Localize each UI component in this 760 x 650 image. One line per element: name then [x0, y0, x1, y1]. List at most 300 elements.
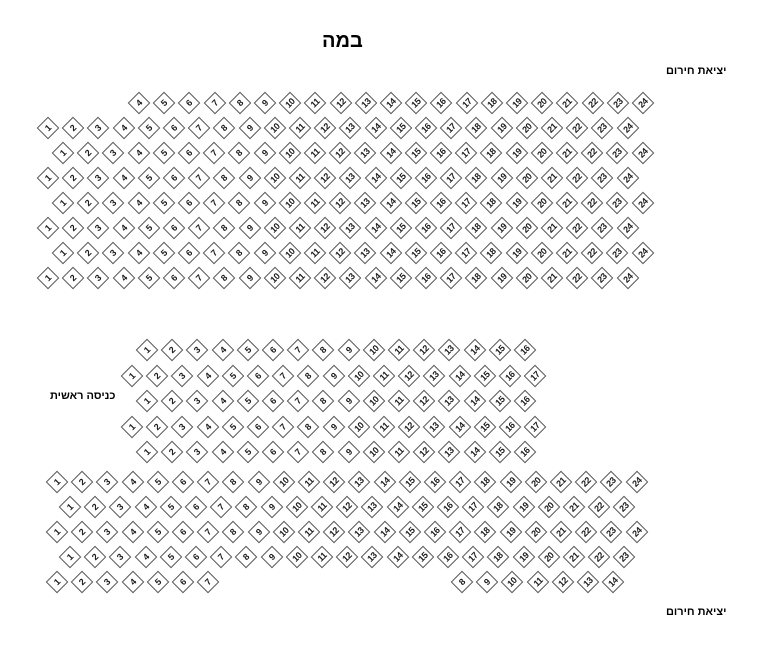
seat-front[interactable]	[87, 267, 110, 290]
seat-rear[interactable]	[311, 546, 334, 569]
seat-front[interactable]	[153, 92, 176, 115]
seat-front[interactable]	[102, 242, 125, 265]
seat-middle[interactable]	[413, 390, 436, 413]
seat-rear[interactable]	[298, 471, 321, 494]
seat-rear[interactable]	[361, 546, 384, 569]
seat-rear[interactable]	[361, 496, 384, 519]
seat-front[interactable]	[616, 117, 639, 140]
seat-middle[interactable]	[413, 441, 436, 464]
seat-front[interactable]	[455, 92, 478, 115]
seat-rear[interactable]	[260, 546, 283, 569]
seat-rear[interactable]	[336, 496, 359, 519]
seat-front[interactable]	[314, 167, 337, 190]
seat-front[interactable]	[112, 167, 135, 190]
seat-rear[interactable]	[146, 471, 169, 494]
seat-rear[interactable]	[537, 496, 560, 519]
seat-rear[interactable]	[348, 521, 371, 544]
seat-front[interactable]	[37, 267, 60, 290]
seat-rear[interactable]	[247, 521, 270, 544]
seat-middle[interactable]	[524, 416, 547, 439]
seat-front[interactable]	[465, 167, 488, 190]
seat-middle[interactable]	[297, 416, 320, 439]
seat-middle[interactable]	[373, 416, 396, 439]
seat-rear[interactable]	[550, 471, 573, 494]
seat-front[interactable]	[591, 167, 614, 190]
seat-rear[interactable]	[625, 521, 648, 544]
seat-front[interactable]	[228, 142, 251, 165]
seat-middle[interactable]	[362, 390, 385, 413]
seat-rear[interactable]	[121, 471, 144, 494]
seat-front[interactable]	[152, 242, 175, 265]
seat-rear[interactable]	[336, 546, 359, 569]
seat-rear[interactable]	[613, 546, 636, 569]
seat-middle[interactable]	[388, 390, 411, 413]
seat-front[interactable]	[631, 142, 654, 165]
seat-middle[interactable]	[236, 441, 259, 464]
seat-front[interactable]	[278, 242, 301, 265]
seat-front[interactable]	[480, 192, 503, 215]
seat-front[interactable]	[238, 217, 261, 240]
seat-front[interactable]	[213, 217, 236, 240]
seat-front[interactable]	[203, 92, 226, 115]
seat-front[interactable]	[440, 117, 463, 140]
seat-front[interactable]	[289, 167, 312, 190]
seat-middle[interactable]	[524, 365, 547, 388]
seat-front[interactable]	[163, 267, 186, 290]
seat-front[interactable]	[556, 192, 579, 215]
seat-front[interactable]	[213, 167, 236, 190]
seat-rear[interactable]	[71, 471, 94, 494]
seat-front[interactable]	[490, 267, 513, 290]
seat-front[interactable]	[465, 217, 488, 240]
seat-rear[interactable]	[59, 546, 82, 569]
seat-front[interactable]	[379, 242, 402, 265]
seat-front[interactable]	[506, 92, 529, 115]
seat-front[interactable]	[253, 192, 276, 215]
seat-rear[interactable]	[159, 546, 182, 569]
seat-front[interactable]	[112, 217, 135, 240]
seat-middle[interactable]	[514, 390, 537, 413]
seat-rear[interactable]	[96, 571, 119, 594]
seat-front[interactable]	[329, 242, 352, 265]
seat-front[interactable]	[556, 142, 579, 165]
seat-middle[interactable]	[388, 441, 411, 464]
seat-middle[interactable]	[398, 416, 421, 439]
seat-front[interactable]	[541, 117, 564, 140]
seat-front[interactable]	[77, 242, 100, 265]
seat-front[interactable]	[304, 242, 327, 265]
seat-front[interactable]	[263, 267, 286, 290]
seat-front[interactable]	[278, 142, 301, 165]
seat-rear[interactable]	[247, 471, 270, 494]
seat-front[interactable]	[289, 117, 312, 140]
seat-rear[interactable]	[285, 496, 308, 519]
seat-rear[interactable]	[46, 521, 69, 544]
seat-front[interactable]	[213, 117, 236, 140]
seat-rear[interactable]	[411, 496, 434, 519]
seat-front[interactable]	[137, 167, 160, 190]
seat-front[interactable]	[62, 217, 85, 240]
seat-front[interactable]	[379, 192, 402, 215]
seat-front[interactable]	[556, 242, 579, 265]
seat-rear[interactable]	[146, 521, 169, 544]
seat-rear[interactable]	[59, 496, 82, 519]
seat-middle[interactable]	[322, 365, 345, 388]
seat-front[interactable]	[430, 192, 453, 215]
seat-rear[interactable]	[146, 571, 169, 594]
seat-front[interactable]	[102, 142, 125, 165]
seat-rear[interactable]	[437, 546, 460, 569]
seat-front[interactable]	[415, 117, 438, 140]
seat-rear[interactable]	[96, 521, 119, 544]
seat-rear[interactable]	[575, 471, 598, 494]
seat-middle[interactable]	[186, 339, 209, 362]
seat-rear[interactable]	[600, 471, 623, 494]
seat-rear[interactable]	[71, 571, 94, 594]
seat-middle[interactable]	[388, 339, 411, 362]
seat-rear[interactable]	[474, 521, 497, 544]
seat-rear[interactable]	[109, 496, 132, 519]
seat-front[interactable]	[415, 267, 438, 290]
seat-middle[interactable]	[438, 339, 461, 362]
seat-rear[interactable]	[550, 521, 573, 544]
seat-middle[interactable]	[413, 339, 436, 362]
seat-rear[interactable]	[172, 521, 195, 544]
seat-front[interactable]	[253, 242, 276, 265]
seat-rear[interactable]	[373, 521, 396, 544]
seat-front[interactable]	[606, 142, 629, 165]
seat-front[interactable]	[188, 267, 211, 290]
seat-front[interactable]	[163, 117, 186, 140]
seat-middle[interactable]	[262, 441, 285, 464]
seat-middle[interactable]	[463, 390, 486, 413]
seat-rear[interactable]	[121, 521, 144, 544]
seat-middle[interactable]	[121, 416, 144, 439]
seat-middle[interactable]	[196, 365, 219, 388]
seat-front[interactable]	[566, 117, 589, 140]
seat-front[interactable]	[606, 92, 629, 115]
seat-rear[interactable]	[600, 521, 623, 544]
seat-front[interactable]	[152, 142, 175, 165]
seat-front[interactable]	[228, 92, 251, 115]
seat-front[interactable]	[430, 142, 453, 165]
seat-front[interactable]	[87, 167, 110, 190]
seat-middle[interactable]	[438, 390, 461, 413]
seat-front[interactable]	[137, 217, 160, 240]
seat-middle[interactable]	[146, 365, 169, 388]
seat-front[interactable]	[616, 267, 639, 290]
seat-rear[interactable]	[602, 571, 625, 594]
seat-rear[interactable]	[159, 496, 182, 519]
seat-rear[interactable]	[285, 546, 308, 569]
seat-front[interactable]	[581, 192, 604, 215]
seat-front[interactable]	[87, 217, 110, 240]
seat-front[interactable]	[505, 242, 528, 265]
seat-rear[interactable]	[551, 571, 574, 594]
seat-front[interactable]	[228, 242, 251, 265]
seat-middle[interactable]	[211, 339, 234, 362]
seat-middle[interactable]	[136, 390, 159, 413]
seat-middle[interactable]	[221, 416, 244, 439]
seat-front[interactable]	[339, 217, 362, 240]
seat-rear[interactable]	[185, 496, 208, 519]
seat-front[interactable]	[354, 92, 377, 115]
seat-rear[interactable]	[260, 496, 283, 519]
seat-front[interactable]	[465, 117, 488, 140]
seat-front[interactable]	[515, 267, 538, 290]
seat-front[interactable]	[279, 92, 302, 115]
seat-middle[interactable]	[362, 441, 385, 464]
seat-rear[interactable]	[462, 496, 485, 519]
seat-middle[interactable]	[287, 390, 310, 413]
seat-front[interactable]	[289, 267, 312, 290]
seat-rear[interactable]	[109, 546, 132, 569]
seat-front[interactable]	[490, 217, 513, 240]
seat-middle[interactable]	[438, 441, 461, 464]
seat-rear[interactable]	[474, 471, 497, 494]
seat-middle[interactable]	[262, 339, 285, 362]
seat-rear[interactable]	[121, 571, 144, 594]
seat-middle[interactable]	[161, 339, 184, 362]
seat-rear[interactable]	[451, 571, 474, 594]
seat-front[interactable]	[364, 117, 387, 140]
seat-rear[interactable]	[424, 471, 447, 494]
seat-rear[interactable]	[210, 496, 233, 519]
seat-middle[interactable]	[488, 339, 511, 362]
seat-front[interactable]	[112, 117, 135, 140]
seat-front[interactable]	[238, 267, 261, 290]
seat-front[interactable]	[415, 167, 438, 190]
seat-middle[interactable]	[196, 416, 219, 439]
seat-front[interactable]	[505, 192, 528, 215]
seat-front[interactable]	[203, 242, 226, 265]
seat-front[interactable]	[364, 267, 387, 290]
seat-front[interactable]	[581, 92, 604, 115]
seat-front[interactable]	[263, 117, 286, 140]
seat-front[interactable]	[304, 92, 327, 115]
seat-front[interactable]	[253, 142, 276, 165]
seat-front[interactable]	[278, 192, 301, 215]
seat-middle[interactable]	[423, 416, 446, 439]
seat-front[interactable]	[52, 242, 75, 265]
seat-front[interactable]	[606, 242, 629, 265]
seat-front[interactable]	[304, 192, 327, 215]
seat-middle[interactable]	[247, 416, 270, 439]
seat-middle[interactable]	[473, 416, 496, 439]
seat-front[interactable]	[354, 142, 377, 165]
seat-front[interactable]	[480, 142, 503, 165]
seat-front[interactable]	[127, 142, 150, 165]
seat-front[interactable]	[404, 192, 427, 215]
seat-middle[interactable]	[488, 390, 511, 413]
seat-middle[interactable]	[186, 390, 209, 413]
seat-front[interactable]	[127, 242, 150, 265]
seat-rear[interactable]	[386, 546, 409, 569]
seat-front[interactable]	[329, 192, 352, 215]
seat-front[interactable]	[238, 117, 261, 140]
seat-rear[interactable]	[499, 471, 522, 494]
seat-rear[interactable]	[172, 471, 195, 494]
seat-front[interactable]	[515, 217, 538, 240]
seat-front[interactable]	[389, 267, 412, 290]
seat-front[interactable]	[62, 267, 85, 290]
seat-front[interactable]	[430, 92, 453, 115]
seat-rear[interactable]	[526, 571, 549, 594]
seat-front[interactable]	[263, 167, 286, 190]
seat-middle[interactable]	[287, 441, 310, 464]
seat-rear[interactable]	[424, 521, 447, 544]
seat-front[interactable]	[440, 267, 463, 290]
seat-front[interactable]	[415, 217, 438, 240]
seat-rear[interactable]	[398, 521, 421, 544]
seat-middle[interactable]	[211, 441, 234, 464]
seat-middle[interactable]	[287, 339, 310, 362]
seat-middle[interactable]	[171, 365, 194, 388]
seat-front[interactable]	[480, 242, 503, 265]
seat-middle[interactable]	[347, 416, 370, 439]
seat-front[interactable]	[440, 167, 463, 190]
seat-middle[interactable]	[473, 365, 496, 388]
seat-rear[interactable]	[386, 496, 409, 519]
seat-front[interactable]	[364, 217, 387, 240]
seat-middle[interactable]	[463, 441, 486, 464]
seat-front[interactable]	[530, 192, 553, 215]
seat-front[interactable]	[440, 217, 463, 240]
seat-front[interactable]	[52, 142, 75, 165]
seat-front[interactable]	[52, 192, 75, 215]
seat-front[interactable]	[531, 92, 554, 115]
seat-rear[interactable]	[499, 521, 522, 544]
seat-rear[interactable]	[272, 521, 295, 544]
seat-rear[interactable]	[411, 546, 434, 569]
seat-front[interactable]	[566, 167, 589, 190]
seat-front[interactable]	[541, 167, 564, 190]
seat-front[interactable]	[178, 142, 201, 165]
seat-front[interactable]	[404, 142, 427, 165]
seat-front[interactable]	[606, 192, 629, 215]
seat-middle[interactable]	[272, 365, 295, 388]
seat-front[interactable]	[455, 192, 478, 215]
seat-rear[interactable]	[197, 571, 220, 594]
seat-rear[interactable]	[323, 521, 346, 544]
seat-front[interactable]	[188, 117, 211, 140]
seat-front[interactable]	[203, 142, 226, 165]
seat-front[interactable]	[238, 167, 261, 190]
seat-front[interactable]	[102, 192, 125, 215]
seat-middle[interactable]	[297, 365, 320, 388]
seat-rear[interactable]	[235, 546, 258, 569]
seat-rear[interactable]	[588, 546, 611, 569]
seat-front[interactable]	[616, 167, 639, 190]
seat-front[interactable]	[314, 267, 337, 290]
seat-front[interactable]	[591, 117, 614, 140]
seat-front[interactable]	[203, 192, 226, 215]
seat-middle[interactable]	[322, 416, 345, 439]
seat-rear[interactable]	[172, 571, 195, 594]
seat-rear[interactable]	[210, 546, 233, 569]
seat-middle[interactable]	[161, 441, 184, 464]
seat-middle[interactable]	[136, 339, 159, 362]
seat-rear[interactable]	[235, 496, 258, 519]
seat-middle[interactable]	[398, 365, 421, 388]
seat-middle[interactable]	[448, 365, 471, 388]
seat-middle[interactable]	[171, 416, 194, 439]
seat-middle[interactable]	[136, 441, 159, 464]
seat-front[interactable]	[163, 217, 186, 240]
seat-front[interactable]	[354, 192, 377, 215]
seat-middle[interactable]	[161, 390, 184, 413]
seat-rear[interactable]	[46, 571, 69, 594]
seat-rear[interactable]	[398, 471, 421, 494]
seat-front[interactable]	[566, 217, 589, 240]
seat-front[interactable]	[505, 142, 528, 165]
seat-rear[interactable]	[197, 471, 220, 494]
seat-front[interactable]	[364, 167, 387, 190]
seat-rear[interactable]	[134, 496, 157, 519]
seat-front[interactable]	[515, 117, 538, 140]
seat-rear[interactable]	[134, 546, 157, 569]
seat-front[interactable]	[490, 167, 513, 190]
seat-rear[interactable]	[437, 496, 460, 519]
seat-front[interactable]	[329, 92, 352, 115]
seat-rear[interactable]	[575, 521, 598, 544]
seat-front[interactable]	[329, 142, 352, 165]
seat-rear[interactable]	[524, 471, 547, 494]
seat-front[interactable]	[178, 192, 201, 215]
seat-front[interactable]	[178, 242, 201, 265]
seat-rear[interactable]	[46, 471, 69, 494]
seat-rear[interactable]	[537, 546, 560, 569]
seat-rear[interactable]	[272, 471, 295, 494]
seat-middle[interactable]	[312, 339, 335, 362]
seat-front[interactable]	[62, 167, 85, 190]
seat-rear[interactable]	[524, 521, 547, 544]
seat-front[interactable]	[339, 167, 362, 190]
seat-front[interactable]	[314, 117, 337, 140]
seat-middle[interactable]	[499, 365, 522, 388]
seat-front[interactable]	[515, 167, 538, 190]
seat-middle[interactable]	[312, 390, 335, 413]
seat-middle[interactable]	[236, 390, 259, 413]
seat-front[interactable]	[631, 192, 654, 215]
seat-front[interactable]	[616, 217, 639, 240]
seat-front[interactable]	[405, 92, 428, 115]
seat-middle[interactable]	[272, 416, 295, 439]
seat-front[interactable]	[389, 217, 412, 240]
seat-middle[interactable]	[514, 441, 537, 464]
seat-front[interactable]	[541, 217, 564, 240]
seat-rear[interactable]	[222, 521, 245, 544]
seat-rear[interactable]	[625, 471, 648, 494]
seat-front[interactable]	[37, 167, 60, 190]
seat-front[interactable]	[188, 167, 211, 190]
seat-rear[interactable]	[222, 471, 245, 494]
seat-rear[interactable]	[197, 521, 220, 544]
seat-middle[interactable]	[499, 416, 522, 439]
seat-middle[interactable]	[211, 390, 234, 413]
seat-middle[interactable]	[514, 339, 537, 362]
seat-rear[interactable]	[487, 546, 510, 569]
seat-front[interactable]	[77, 192, 100, 215]
seat-front[interactable]	[455, 142, 478, 165]
seat-middle[interactable]	[186, 441, 209, 464]
seat-rear[interactable]	[96, 471, 119, 494]
seat-middle[interactable]	[373, 365, 396, 388]
seat-front[interactable]	[591, 217, 614, 240]
seat-front[interactable]	[213, 267, 236, 290]
seat-rear[interactable]	[84, 496, 107, 519]
seat-front[interactable]	[188, 217, 211, 240]
